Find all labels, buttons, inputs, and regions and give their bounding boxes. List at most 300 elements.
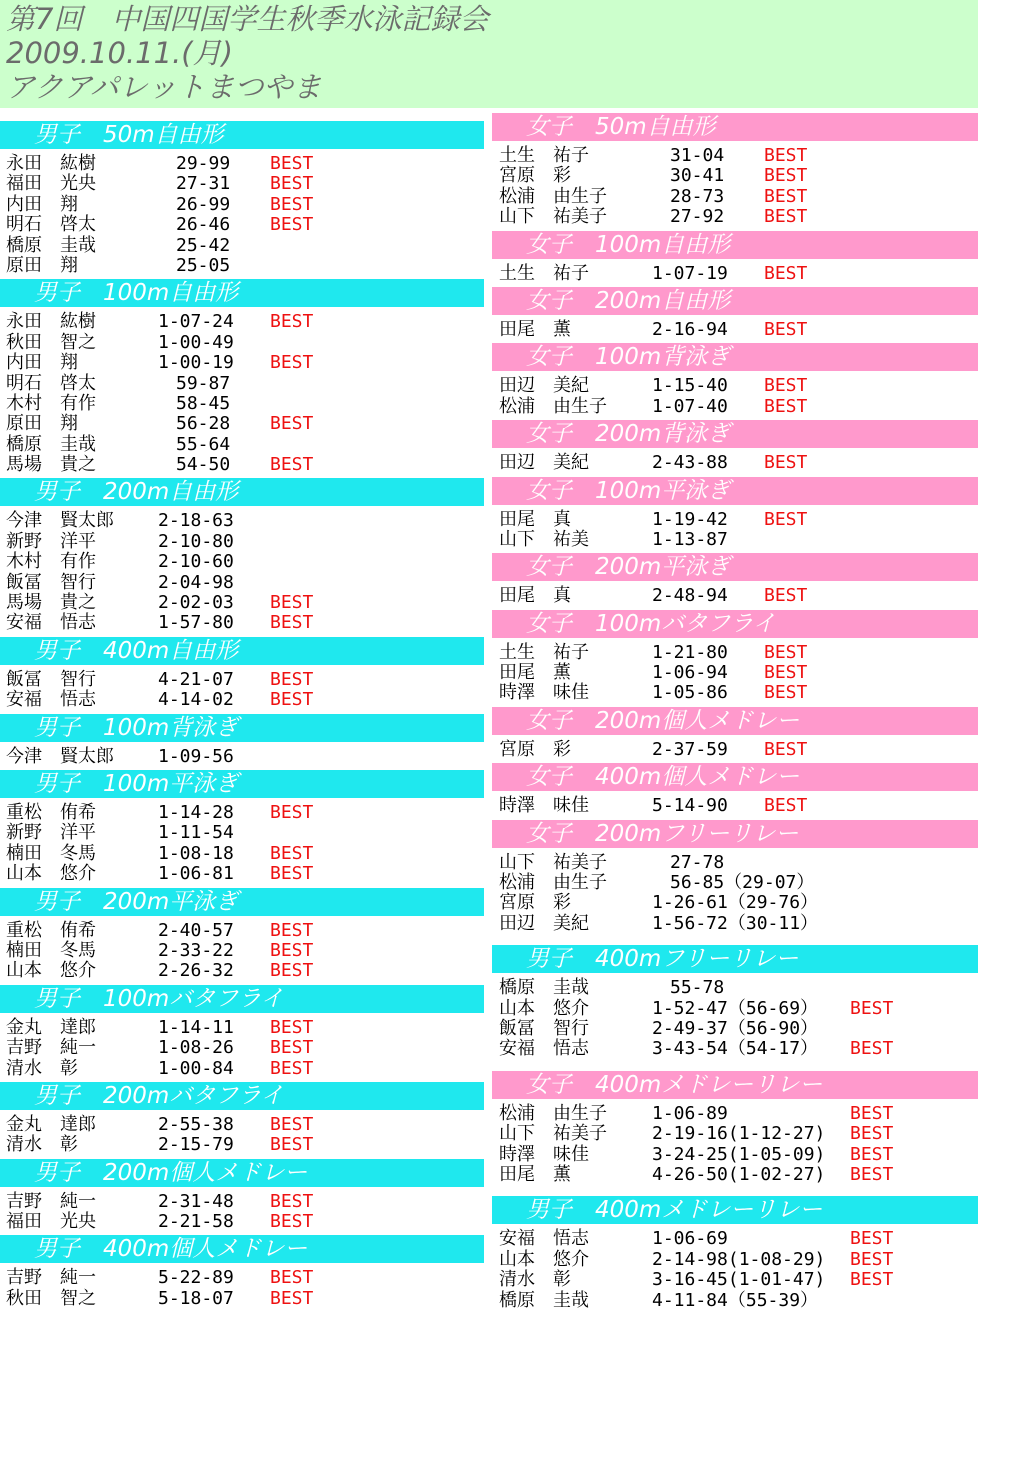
- best-badge: BEST: [850, 1269, 894, 1291]
- result-row: [492, 1019, 978, 1039]
- best-badge: BEST: [270, 1211, 314, 1233]
- event-block: [0, 1159, 484, 1236]
- swimmer-name: 橋原 圭哉: [499, 1289, 589, 1311]
- best-badge: BEST: [764, 585, 808, 607]
- result-time: 2-16-94: [652, 318, 728, 340]
- result-time: 1-06-89: [652, 1102, 728, 1124]
- best-badge: BEST: [270, 863, 314, 885]
- result-time: 5-22-89: [158, 1267, 234, 1289]
- event-block: [0, 770, 484, 888]
- swimmer-name: 山本 悠介: [499, 1248, 589, 1270]
- result-time: 1-15-40: [652, 375, 728, 397]
- swimmer-name: 木村 有作: [6, 392, 96, 414]
- result-row: [0, 1135, 484, 1155]
- event-title: 男子 100m自由形: [0, 279, 484, 307]
- best-badge: BEST: [270, 1037, 314, 1059]
- result-row: [492, 146, 978, 166]
- best-badge: BEST: [270, 153, 314, 174]
- best-badge: BEST: [270, 214, 314, 236]
- best-badge: BEST: [270, 311, 314, 333]
- result-time: 2-10-60: [158, 551, 234, 573]
- result-row: [0, 1018, 484, 1038]
- swimmer-name: 新野 洋平: [6, 822, 96, 844]
- result-row: [492, 893, 978, 913]
- swimmer-name: 明石 啓太: [6, 214, 96, 236]
- swimmer-name: 原田 翔: [6, 254, 78, 276]
- result-time: 58-45: [158, 392, 231, 414]
- best-badge: BEST: [270, 842, 314, 864]
- result-time: 1-08-18: [158, 842, 234, 864]
- swimmer-name: 時澤 味佳: [499, 795, 589, 817]
- swimmer-name: 田尾 真: [499, 508, 571, 530]
- result-time: 30-41: [652, 165, 725, 187]
- result-time: 4-14-02: [158, 689, 234, 711]
- event-title: 男子 400mフリーリレー: [492, 945, 978, 973]
- result-time: 1-19-42: [652, 508, 728, 530]
- result-row: [0, 1212, 484, 1232]
- swimmer-name: 新野 洋平: [6, 530, 96, 552]
- swimmer-name: 山下 祐美: [499, 528, 589, 550]
- swimmer-name: 清水 彰: [6, 1057, 78, 1079]
- result-row: [492, 663, 978, 683]
- swimmer-name: 内田 翔: [6, 193, 78, 215]
- event-title: 女子 100mバタフライ: [492, 610, 978, 638]
- result-row: [492, 586, 978, 606]
- result-time: 5-14-90: [652, 795, 728, 817]
- result-time: 1-13-87: [652, 528, 728, 550]
- event-title: 女子 100m背泳ぎ: [492, 343, 978, 371]
- result-time: 1-05-86: [652, 682, 728, 704]
- swimmer-name: 飯冨 智行: [6, 571, 96, 593]
- result-time: 27-92: [652, 206, 725, 228]
- event-block: [0, 1235, 484, 1312]
- swimmer-name: 時澤 味佳: [499, 1143, 589, 1165]
- event-block: [0, 478, 484, 636]
- best-badge: BEST: [270, 668, 314, 690]
- event-block: [492, 1071, 978, 1189]
- result-time: 2-33-22: [158, 939, 234, 961]
- swimmer-name: 橋原 圭哉: [6, 234, 96, 256]
- best-badge: BEST: [764, 318, 808, 340]
- result-row: [492, 873, 978, 893]
- swimmer-name: 山下 祐美子: [499, 206, 607, 228]
- event-block: [0, 121, 484, 279]
- best-badge: BEST: [764, 145, 808, 166]
- result-row: [0, 154, 484, 174]
- result-time: 1-07-40: [652, 395, 728, 417]
- event-title: 女子 100m自由形: [492, 231, 978, 259]
- swimmer-name: 福田 光央: [6, 173, 96, 195]
- result-time: 1-00-84: [158, 1057, 234, 1079]
- event-block: [0, 279, 484, 478]
- best-badge: BEST: [270, 1190, 314, 1212]
- result-time: 1-26-61（29-76）: [652, 892, 819, 914]
- result-time: 1-06-69: [652, 1228, 728, 1250]
- swimmer-name: 飯冨 智行: [6, 668, 96, 690]
- event-title: 女子 400mメドレーリレー: [492, 1071, 978, 1099]
- result-time: 1-07-19: [652, 262, 728, 284]
- event-block: [492, 343, 978, 420]
- result-row: [0, 864, 484, 884]
- swimmer-name: 時澤 味佳: [499, 682, 589, 704]
- event-block: [492, 945, 978, 1063]
- event-block: [492, 287, 978, 343]
- result-row: [492, 1145, 978, 1165]
- result-row: [492, 320, 978, 340]
- result-row: [0, 174, 484, 194]
- result-row: [492, 1104, 978, 1124]
- result-time: 2-21-58: [158, 1211, 234, 1233]
- swimmer-name: 松浦 由生子: [499, 185, 607, 207]
- best-badge: BEST: [850, 1248, 894, 1270]
- best-badge: BEST: [270, 454, 314, 476]
- women-relay-results-column: [492, 113, 978, 1322]
- event-block: [492, 477, 978, 554]
- event-title: 女子 200m個人メドレー: [492, 707, 978, 735]
- event-title: 女子 200mフリーリレー: [492, 820, 978, 848]
- result-time: 1-11-54: [158, 822, 234, 844]
- best-badge: BEST: [764, 185, 808, 207]
- event-title: 男子 200mバタフライ: [0, 1082, 484, 1110]
- event-block: [0, 714, 484, 770]
- best-badge: BEST: [764, 395, 808, 417]
- result-row: [0, 532, 484, 552]
- best-badge: BEST: [764, 165, 808, 187]
- best-badge: BEST: [270, 592, 314, 614]
- event-title: 女子 200m平泳ぎ: [492, 553, 978, 581]
- result-time: 25-42: [158, 234, 231, 256]
- swimmer-name: 安福 悟志: [6, 612, 96, 634]
- best-badge: BEST: [270, 1016, 314, 1038]
- result-row: [492, 264, 978, 284]
- swimmer-name: 重松 侑希: [6, 801, 96, 823]
- event-title: 男子 50m自由形: [0, 121, 484, 149]
- swimmer-name: 吉野 純一: [6, 1037, 96, 1059]
- event-block: [492, 113, 978, 231]
- result-time: 26-99: [158, 193, 231, 215]
- event-block: [492, 1196, 978, 1314]
- result-row: [0, 1038, 484, 1058]
- swimmer-name: 田辺 美紀: [499, 912, 589, 934]
- result-time: 2-15-79: [158, 1134, 234, 1156]
- event-block: [492, 231, 978, 287]
- event-block: [0, 637, 484, 714]
- result-row: [492, 683, 978, 703]
- result-time: 59-87: [158, 372, 231, 394]
- result-time: 1-14-11: [158, 1016, 234, 1038]
- best-badge: BEST: [270, 1057, 314, 1079]
- result-time: 2-49-37（56-90）: [652, 1017, 819, 1039]
- swimmer-name: 重松 侑希: [6, 919, 96, 941]
- result-row: [492, 187, 978, 207]
- event-title: 男子 100mバタフライ: [0, 985, 484, 1013]
- result-row: [0, 256, 484, 276]
- result-time: 1-00-19: [158, 352, 234, 374]
- swimmer-name: 松浦 由生子: [499, 1102, 607, 1124]
- swimmer-name: 飯冨 智行: [499, 1017, 589, 1039]
- result-row: [492, 1291, 978, 1311]
- result-row: [492, 1229, 978, 1249]
- men-results-column: [0, 121, 484, 1312]
- swimmer-name: 金丸 達郎: [6, 1016, 96, 1038]
- best-badge: BEST: [850, 1228, 894, 1250]
- result-row: [492, 207, 978, 227]
- result-row: [0, 921, 484, 941]
- swimmer-name: 土生 祐子: [499, 145, 589, 166]
- result-time: 2-31-48: [158, 1190, 234, 1212]
- result-time: 25-05: [158, 254, 231, 276]
- best-badge: BEST: [764, 206, 808, 228]
- best-badge: BEST: [764, 662, 808, 684]
- best-badge: BEST: [850, 1102, 894, 1124]
- swimmer-name: 今津 賢太郎: [6, 510, 114, 532]
- result-row: [492, 1039, 978, 1059]
- result-time: 29-99: [158, 153, 231, 174]
- event-title: 男子 100m背泳ぎ: [0, 714, 484, 742]
- result-row: [492, 376, 978, 396]
- swimmer-name: 吉野 純一: [6, 1190, 96, 1212]
- swimmer-name: 田辺 美紀: [499, 452, 589, 474]
- result-row: [492, 1124, 978, 1144]
- event-title: 男子 400m自由形: [0, 637, 484, 665]
- result-time: 1-07-24: [158, 311, 234, 333]
- swimmer-name: 土生 祐子: [499, 262, 589, 284]
- result-row: [0, 195, 484, 215]
- result-time: 54-50: [158, 454, 231, 476]
- swimmer-name: 今津 賢太郎: [6, 745, 114, 767]
- result-time: 1-56-72（30-11）: [652, 912, 819, 934]
- swimmer-name: 永田 紘樹: [6, 311, 96, 333]
- result-time: 27-31: [158, 173, 231, 195]
- result-row: [0, 374, 484, 394]
- result-time: 3-24-25(1-05-09): [652, 1143, 826, 1165]
- result-row: [492, 1165, 978, 1185]
- result-time: 1-08-26: [158, 1037, 234, 1059]
- best-badge: BEST: [270, 960, 314, 982]
- best-badge: BEST: [270, 1134, 314, 1156]
- best-badge: BEST: [270, 919, 314, 941]
- event-title: 男子 200m自由形: [0, 478, 484, 506]
- result-time: 2-37-59: [652, 738, 728, 760]
- result-time: 56-85（29-07）: [652, 872, 815, 894]
- best-badge: BEST: [850, 997, 894, 1019]
- result-time: 1-57-80: [158, 612, 234, 634]
- meet-date: 2009.10.11.(月): [6, 36, 233, 70]
- result-row: [0, 593, 484, 613]
- best-badge: BEST: [764, 508, 808, 530]
- result-row: [0, 823, 484, 843]
- best-badge: BEST: [270, 1113, 314, 1135]
- best-badge: BEST: [764, 682, 808, 704]
- swimmer-name: 田尾 真: [499, 585, 571, 607]
- event-title: 男子 200m個人メドレー: [0, 1159, 484, 1187]
- swimmer-name: 清水 彰: [499, 1269, 571, 1291]
- result-time: 55-64: [158, 433, 231, 455]
- best-badge: BEST: [850, 1038, 894, 1060]
- result-row: [0, 747, 484, 767]
- swimmer-name: 安福 悟志: [499, 1038, 589, 1060]
- result-time: 2-48-94: [652, 585, 728, 607]
- result-time: 1-14-28: [158, 801, 234, 823]
- best-badge: BEST: [270, 1287, 314, 1309]
- meet-title: 第7回 中国四国学生秋季水泳記録会: [6, 2, 489, 36]
- result-time: 2-43-88: [652, 452, 728, 474]
- swimmer-name: 永田 紘樹: [6, 153, 96, 174]
- swimmer-name: 田辺 美紀: [499, 375, 589, 397]
- swimmer-name: 金丸 達郎: [6, 1113, 96, 1135]
- result-row: [0, 215, 484, 235]
- swimmer-name: 楠田 冬馬: [6, 842, 96, 864]
- result-row: [492, 453, 978, 473]
- result-time: 1-06-94: [652, 662, 728, 684]
- result-time: 28-73: [652, 185, 725, 207]
- swimmer-name: 安福 悟志: [499, 1228, 589, 1250]
- result-time: 1-06-81: [158, 863, 234, 885]
- swimmer-name: 宮原 彩: [499, 738, 571, 760]
- result-row: [492, 978, 978, 998]
- swimmer-name: 田尾 薫: [499, 662, 571, 684]
- best-badge: BEST: [764, 738, 808, 760]
- best-badge: BEST: [270, 173, 314, 195]
- result-row: [492, 914, 978, 934]
- swimmer-name: 土生 祐子: [499, 641, 589, 663]
- event-title: 女子 50m自由形: [492, 113, 978, 141]
- best-badge: BEST: [270, 689, 314, 711]
- result-time: 4-21-07: [158, 668, 234, 690]
- best-badge: BEST: [764, 452, 808, 474]
- result-time: 5-18-07: [158, 1287, 234, 1309]
- result-time: 3-16-45(1-01-47): [652, 1269, 826, 1291]
- swimmer-name: 橋原 圭哉: [499, 977, 589, 999]
- result-row: [0, 394, 484, 414]
- meet-venue: アクアパレットまつやま: [6, 70, 322, 104]
- swimmer-name: 清水 彰: [6, 1134, 78, 1156]
- result-row: [0, 1115, 484, 1135]
- swimmer-name: 安福 悟志: [6, 689, 96, 711]
- swimmer-name: 松浦 由生子: [499, 872, 607, 894]
- result-time: 27-78: [652, 851, 725, 873]
- best-badge: BEST: [850, 1143, 894, 1165]
- swimmer-name: 内田 翔: [6, 352, 78, 374]
- swimmer-name: 木村 有作: [6, 551, 96, 573]
- best-badge: BEST: [270, 801, 314, 823]
- swimmer-name: 山本 悠介: [6, 863, 96, 885]
- result-row: [492, 1270, 978, 1290]
- best-badge: BEST: [270, 939, 314, 961]
- result-row: [492, 510, 978, 530]
- swimmer-name: 明石 啓太: [6, 372, 96, 394]
- swimmer-name: 宮原 彩: [499, 892, 571, 914]
- best-badge: BEST: [270, 612, 314, 634]
- result-row: [0, 670, 484, 690]
- swimmer-name: 橋原 圭哉: [6, 433, 96, 455]
- swimmer-name: 松浦 由生子: [499, 395, 607, 417]
- best-badge: BEST: [764, 262, 808, 284]
- result-time: 31-04: [652, 145, 725, 166]
- result-row: [492, 530, 978, 550]
- result-row: [0, 1192, 484, 1212]
- result-time: 1-00-49: [158, 331, 234, 353]
- result-time: 26-46: [158, 214, 231, 236]
- result-row: [0, 312, 484, 332]
- result-row: [0, 414, 484, 434]
- event-block: [0, 888, 484, 985]
- best-badge: BEST: [850, 1163, 894, 1185]
- swimmer-name: 山下 祐美子: [499, 1123, 607, 1145]
- swimmer-name: 馬場 貴之: [6, 454, 96, 476]
- result-row: [492, 643, 978, 663]
- swimmer-name: 山下 祐美子: [499, 851, 607, 873]
- swimmer-name: 宮原 彩: [499, 165, 571, 187]
- best-badge: BEST: [270, 193, 314, 215]
- result-row: [0, 613, 484, 633]
- best-badge: BEST: [850, 1123, 894, 1145]
- result-row: [492, 397, 978, 417]
- best-badge: BEST: [764, 375, 808, 397]
- event-block: [0, 1082, 484, 1159]
- swimmer-name: 馬場 貴之: [6, 592, 96, 614]
- result-time: 4-11-84（55-39）: [652, 1289, 819, 1311]
- event-title: 女子 200m自由形: [492, 287, 978, 315]
- result-row: [492, 853, 978, 873]
- result-row: [0, 961, 484, 981]
- result-time: 4-26-50(1-02-27): [652, 1163, 826, 1185]
- result-row: [0, 435, 484, 455]
- result-row: [0, 236, 484, 256]
- swimmer-name: 福田 光央: [6, 1211, 96, 1233]
- swimmer-name: 田尾 薫: [499, 318, 571, 340]
- result-time: 56-28: [158, 413, 231, 435]
- result-time: 2-10-80: [158, 530, 234, 552]
- result-time: 2-02-03: [158, 592, 234, 614]
- result-row: [0, 333, 484, 353]
- result-time: 2-55-38: [158, 1113, 234, 1135]
- swimmer-name: 秋田 智之: [6, 1287, 96, 1309]
- result-row: [0, 1059, 484, 1079]
- result-row: [0, 1268, 484, 1288]
- best-badge: BEST: [270, 352, 314, 374]
- event-block: [492, 420, 978, 476]
- event-title: 男子 200m平泳ぎ: [0, 888, 484, 916]
- page-header: [0, 0, 978, 108]
- event-block: [492, 707, 978, 763]
- event-block: [492, 610, 978, 707]
- best-badge: BEST: [764, 641, 808, 663]
- event-block: [492, 820, 978, 938]
- best-badge: BEST: [270, 413, 314, 435]
- result-row: [0, 1289, 484, 1309]
- event-block: [0, 985, 484, 1082]
- event-title: 女子 100m平泳ぎ: [492, 477, 978, 505]
- result-row: [0, 690, 484, 710]
- swimmer-name: 秋田 智之: [6, 331, 96, 353]
- event-block: [492, 763, 978, 819]
- event-title: 男子 400mメドレーリレー: [492, 1196, 978, 1224]
- result-row: [492, 740, 978, 760]
- event-title: 男子 400m個人メドレー: [0, 1235, 484, 1263]
- event-title: 女子 400m個人メドレー: [492, 763, 978, 791]
- swimmer-name: 山本 悠介: [499, 997, 589, 1019]
- event-title: 男子 100m平泳ぎ: [0, 770, 484, 798]
- result-time: 2-40-57: [158, 919, 234, 941]
- swimmer-name: 原田 翔: [6, 413, 78, 435]
- result-row: [492, 166, 978, 186]
- result-row: [492, 1250, 978, 1270]
- event-title: 女子 200m背泳ぎ: [492, 420, 978, 448]
- result-row: [0, 455, 484, 475]
- result-time: 2-19-16(1-12-27): [652, 1123, 826, 1145]
- result-row: [0, 511, 484, 531]
